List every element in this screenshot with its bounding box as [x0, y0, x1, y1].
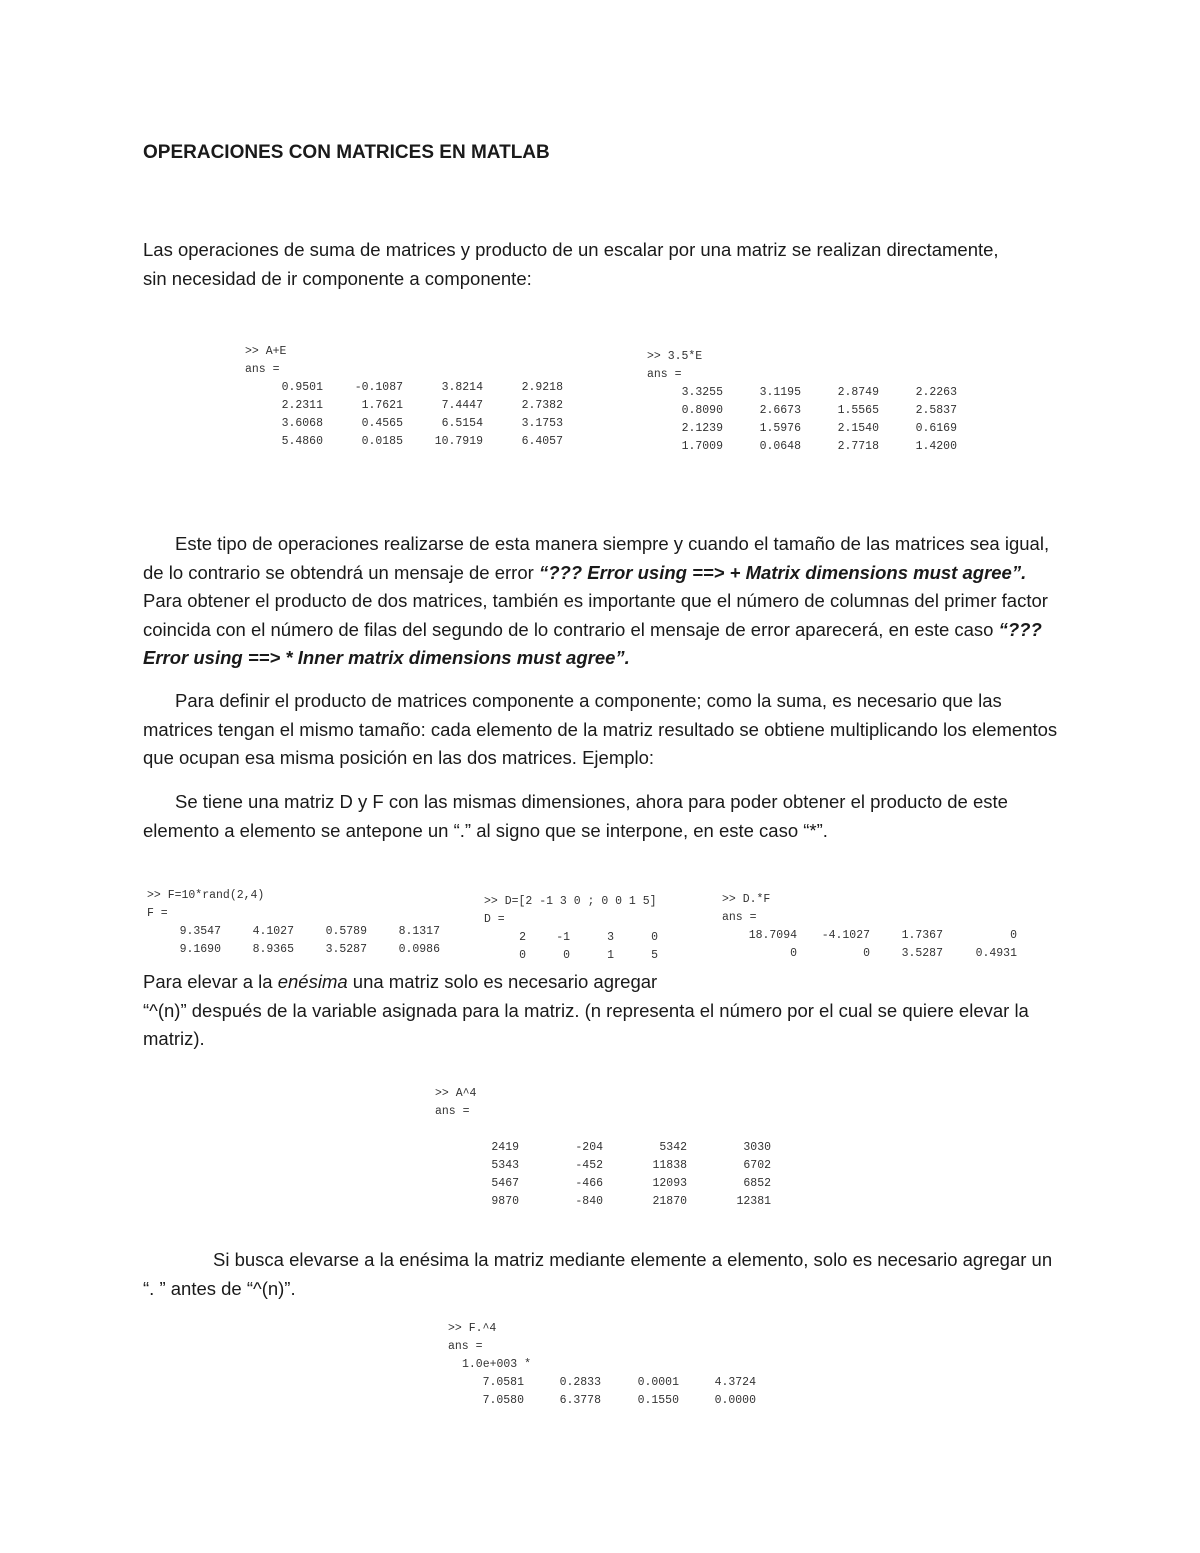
matrix-output — [245, 379, 563, 451]
matrix-cell: 3.1195 — [759, 386, 801, 399]
matrix-cell: 1.7621 — [361, 399, 403, 412]
matrix-cell: -466 — [575, 1177, 603, 1190]
paragraph-dimensions — [143, 530, 1063, 673]
matrix-cell: 3.8214 — [441, 381, 483, 394]
matrix-row — [245, 397, 563, 415]
ans-label: ans = — [245, 363, 280, 376]
matrix-output — [147, 923, 440, 959]
paragraph-text: Para elevar a la — [143, 971, 278, 992]
matrix-cell: 12381 — [736, 1195, 771, 1208]
matrix-cell: 1.7009 — [681, 440, 723, 453]
matrix-row — [722, 945, 1017, 963]
matrix-cell: 0.6169 — [915, 422, 957, 435]
matrix-cell: 0 — [651, 931, 658, 944]
matrix-cell: 0.4931 — [975, 947, 1017, 960]
paragraph-elementwise: Para definir el producto de matrices componente a componente; como la suma, es necesario que las matrices tengan el mismo tamaño: cada elemento de la matriz resultado se obtiene multiplicando los elementos que ocupan esa misma posición en las dos matrices. Ejemplo: — [143, 690, 1058, 768]
matrix-cell: 0.4565 — [361, 417, 403, 430]
matrix-cell: 0.2833 — [559, 1376, 601, 1389]
matrix-row — [435, 1139, 771, 1157]
code-block-f — [147, 887, 440, 959]
matrix-cell: 2.2311 — [281, 399, 323, 412]
matrix-cell: 5467 — [491, 1177, 519, 1190]
matrix-cell: 2.5837 — [915, 404, 957, 417]
ans-label: D = — [484, 913, 505, 926]
command-prompt: >> F.^4 — [448, 1322, 497, 1335]
code-block-scalar — [647, 348, 957, 456]
matrix-output — [722, 927, 1017, 963]
command-prompt: >> F=10*rand(2,4) — [147, 889, 265, 902]
code-block-sum — [245, 343, 563, 451]
matrix-row — [147, 923, 440, 941]
matrix-cell: 1.5976 — [759, 422, 801, 435]
error-message-sum: “??? Error using ==> + Matrix dimensions must agree”. — [538, 561, 1027, 583]
ans-label: ans = — [435, 1105, 470, 1118]
code-block-elementwise-power — [448, 1320, 756, 1410]
command-prompt: >> D=[2 -1 3 0 ; 0 0 1 5] — [484, 895, 657, 908]
matrix-cell: 1.7367 — [901, 929, 943, 942]
matrix-cell: 6.4057 — [521, 435, 563, 448]
command-prompt: >> A+E — [245, 345, 287, 358]
matrix-cell: 1.5565 — [837, 404, 879, 417]
emphasis-text: enésima — [277, 971, 348, 992]
matrix-row — [147, 941, 440, 959]
matrix-row — [245, 415, 563, 433]
intro-line-1: Las operaciones de suma de matrices y producto de un escalar por una matriz se realizan directamente, — [143, 239, 999, 260]
matrix-cell: 10.7919 — [434, 435, 483, 448]
matrix-row — [245, 379, 563, 397]
matrix-cell: 2.1239 — [681, 422, 723, 435]
matrix-cell: 5343 — [491, 1159, 519, 1172]
matrix-row — [647, 438, 957, 456]
code-block-df — [722, 891, 1017, 963]
matrix-row — [647, 402, 957, 420]
matrix-row — [435, 1175, 771, 1193]
matrix-row — [448, 1374, 756, 1392]
ans-label: F = — [147, 907, 168, 920]
matrix-cell: 11838 — [652, 1159, 687, 1172]
matrix-cell: 2419 — [491, 1141, 519, 1154]
command-prompt: >> D.*F — [722, 893, 771, 906]
page-title: OPERACIONES CON MATRICES EN MATLAB — [143, 142, 550, 163]
matrix-row — [647, 420, 957, 438]
matrix-cell: 1.4200 — [915, 440, 957, 453]
matrix-cell: 12093 — [652, 1177, 687, 1190]
error-message-product: “??? Error using ==> * Inner matrix dimensions must agree”. — [143, 618, 1042, 668]
matrix-cell: 0.9501 — [281, 381, 323, 394]
matrix-cell: 0.8090 — [681, 404, 723, 417]
matrix-cell: 0 — [863, 947, 870, 960]
matrix-cell: 2.1540 — [837, 422, 879, 435]
matrix-cell: 1 — [607, 949, 614, 962]
matrix-row — [484, 929, 658, 947]
matrix-cell: 2.2263 — [915, 386, 957, 399]
matrix-cell: 18.7094 — [748, 929, 797, 942]
intro-paragraph — [143, 236, 1063, 293]
matrix-cell: 6.3778 — [559, 1394, 601, 1407]
matrix-cell: 2.7718 — [837, 440, 879, 453]
matrix-cell: 3 — [607, 931, 614, 944]
matrix-cell: 2.9218 — [521, 381, 563, 394]
matrix-cell: 3.3255 — [681, 386, 723, 399]
paragraph-text: Este tipo de operaciones realizarse de esta manera siempre y cuando el tamaño de las matrices sea igual, de lo contrario se obtendrá un mensaje de error — [143, 533, 1050, 583]
matrix-cell: 0.5789 — [325, 925, 367, 938]
paragraph-elementwise-power: Si busca elevarse a la enésima la matriz mediante elemente a elemento, solo es necesario agregar un “. ” antes de “^(n)”. — [143, 1249, 1053, 1299]
matrix-cell: 0.0986 — [398, 943, 440, 956]
matrix-cell: 6.5154 — [441, 417, 483, 430]
matrix-row — [435, 1193, 771, 1211]
paragraph-example: Se tiene una matriz D y F con las mismas dimensiones, ahora para poder obtener el producto de este elemento a elemento se antepone un “.” al signo que se interpone, en este caso “*”. — [143, 791, 1008, 841]
matrix-cell: 2.6673 — [759, 404, 801, 417]
matrix-cell: -1 — [556, 931, 570, 944]
matrix-cell: 3.5287 — [325, 943, 367, 956]
paragraph-text: “^(n)” después de la variable asignada para la matriz. (n representa el número por el cual se quiere elevar la matriz). — [143, 999, 1029, 1049]
matrix-cell: 7.0581 — [482, 1376, 524, 1389]
matrix-row — [245, 433, 563, 451]
matrix-cell: -0.1087 — [354, 381, 403, 394]
matrix-row — [647, 384, 957, 402]
intro-line-2: sin necesidad de ir componente a componente: — [143, 267, 532, 289]
matrix-output — [647, 384, 957, 456]
matrix-cell: 0 — [519, 949, 526, 962]
matrix-cell: 9.3547 — [179, 925, 221, 938]
matrix-cell: -840 — [575, 1195, 603, 1208]
matrix-cell: 0 — [1010, 929, 1017, 942]
ans-label: ans = — [647, 368, 682, 381]
matrix-cell: 9.1690 — [179, 943, 221, 956]
matrix-row — [484, 947, 658, 965]
matrix-cell: 0.0185 — [361, 435, 403, 448]
matrix-cell: -4.1027 — [821, 929, 870, 942]
matrix-cell: 6702 — [743, 1159, 771, 1172]
matrix-cell: 0 — [790, 947, 797, 960]
command-prompt: >> A^4 — [435, 1087, 477, 1100]
matrix-cell: 2 — [519, 931, 526, 944]
matrix-cell: 0.0001 — [637, 1376, 679, 1389]
paragraph-text: Para obtener el producto de dos matrices, también es importante que el número de columnas del primer factor coincida con el número de filas del segundo de lo contrario el mensaje de error aparecerá, en este caso — [143, 590, 1048, 640]
matrix-cell: 7.0580 — [482, 1394, 524, 1407]
ans-label: ans = — [448, 1340, 483, 1353]
matrix-cell: 0.0000 — [714, 1394, 756, 1407]
matrix-cell: 4.3724 — [714, 1376, 756, 1389]
matrix-cell: 3.1753 — [521, 417, 563, 430]
command-prompt: >> 3.5*E — [647, 350, 703, 363]
code-block-d — [484, 893, 658, 965]
matrix-cell: 3.5287 — [901, 947, 943, 960]
matrix-cell: 6852 — [743, 1177, 771, 1190]
matrix-row — [435, 1157, 771, 1175]
matrix-cell: 3.6068 — [281, 417, 323, 430]
matrix-cell: 8.1317 — [398, 925, 440, 938]
matrix-cell: 2.7382 — [521, 399, 563, 412]
matrix-cell: 0.0648 — [759, 440, 801, 453]
matrix-cell: -204 — [575, 1141, 603, 1154]
matrix-output — [435, 1139, 771, 1211]
ans-label: ans = — [722, 911, 757, 924]
code-block-power — [435, 1085, 771, 1211]
matrix-output — [484, 929, 658, 965]
matrix-cell: 0 — [563, 949, 570, 962]
matrix-cell: 2.8749 — [837, 386, 879, 399]
matrix-cell: 7.4447 — [441, 399, 483, 412]
matrix-row — [722, 927, 1017, 945]
matrix-cell: 9870 — [491, 1195, 519, 1208]
paragraph-text: una matriz solo es necesario agregar — [347, 971, 658, 992]
matrix-cell: 5.4860 — [281, 435, 323, 448]
matrix-row — [448, 1392, 756, 1410]
matrix-cell: 0.1550 — [637, 1394, 679, 1407]
matrix-cell: 5342 — [659, 1141, 687, 1154]
matrix-cell: -452 — [575, 1159, 603, 1172]
paragraph-power — [143, 968, 1063, 1054]
scale-factor: 1.0e+003 * — [462, 1358, 532, 1371]
matrix-output — [448, 1374, 756, 1410]
matrix-cell: 4.1027 — [252, 925, 294, 938]
matrix-cell: 21870 — [652, 1195, 687, 1208]
matrix-cell: 8.9365 — [252, 943, 294, 956]
matrix-cell: 5 — [651, 949, 658, 962]
matrix-cell: 3030 — [743, 1141, 771, 1154]
